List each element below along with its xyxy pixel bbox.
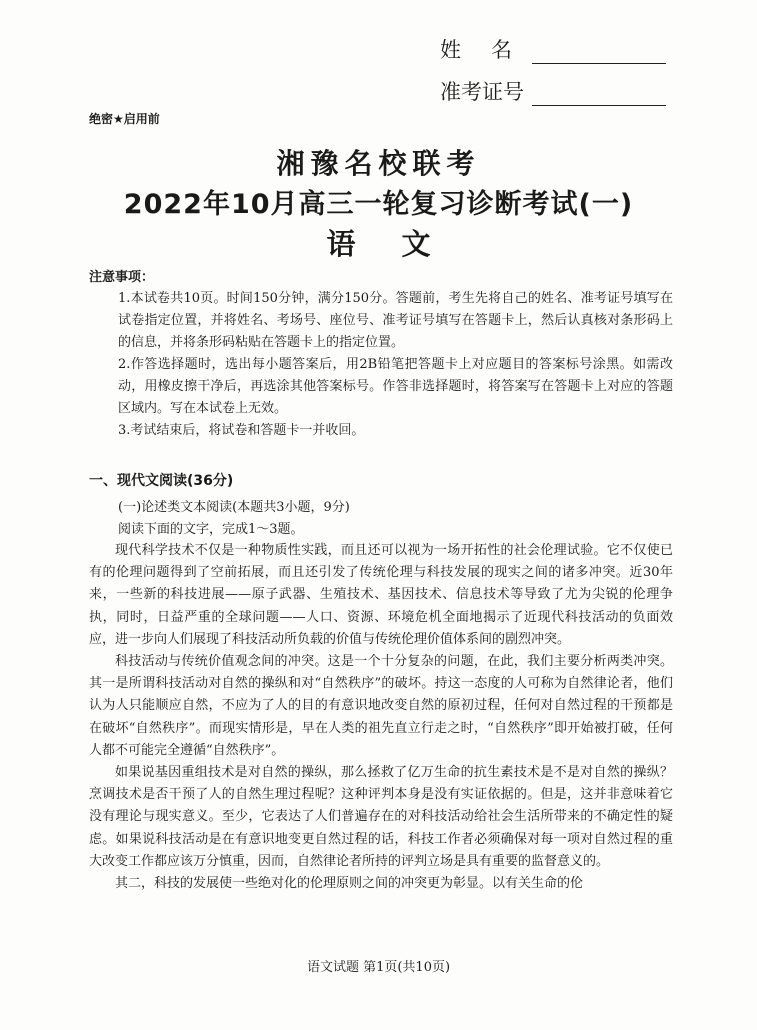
reading-instruction: 阅读下面的文字，完成1～3题。 — [118, 522, 304, 537]
passage-paragraph: 如果说基因重组技术是对自然的操纵，那么拯救了亿万生命的抗生素技术是不是对自然的操纵？烹调技术是否干预了人的自然生理过程呢？这种评判本身是没有实证依据的。但是，这并非意味着它没有理论与现实意义。至少，它表达了人们普遍存在的对科技活动给社会生活所带来的不确定性的疑虑。如果说科技活动是在有意识地变更自然过程的话，科技工作者必须确保对每一项对自然过程的重大改变工作都应该万分慎重，因而，自然律论者所持的评判立场是具有重要的监督意义的。 — [89, 765, 673, 869]
section-heading: 一、现代文阅读(36分) — [89, 473, 234, 489]
passage-paragraph: 其二，科技的发展使一些绝对化的伦理原则之间的冲突更为彰显。以有关生命的伦 — [115, 876, 584, 892]
secret-mark: 绝密★启用前 — [89, 112, 160, 126]
exam-id-blank — [532, 81, 666, 106]
name-label: 姓名 — [440, 38, 542, 62]
notice-item: 3.考试结束后，将试卷和答题卡一并收回。 — [118, 423, 365, 438]
passage-paragraph: 现代科学技术不仅是一种物质性实践，而且还可以视为一场开拓性的社会伦理试验。它不仅使已有的伦理问题得到了空前拓展，而且还引发了传统伦理与科技发展的现实之间的诸多冲突。近30年来，一些新的科技进展——原子武器、生殖技术、基因技术、信息技术等导致了尤为尖锐的伦理争执，同时，日益严重的全球问题——人口、资源、环境危机全面地揭示了近现代科技活动的负面效应，进一步向人们展现了科技活动所负载的价值与传统伦理价值体系间的剧烈冲突。 — [89, 543, 673, 647]
section-subheading: (一)论述类文本阅读(本题共3小题，9分) — [118, 500, 350, 515]
notice-list — [118, 288, 673, 442]
subject-title: 语文 — [326, 227, 477, 261]
notice-heading: 注意事项： — [89, 270, 155, 285]
candidate-exam-id-row — [440, 78, 666, 106]
notice-item: 2.作答选择题时，选出每小题答案后，用2B铅笔把答题卡上对应题目的答案标号涂黑。如需改动，用橡皮擦干净后，再选涂其他答案标号。作答非选择题时，将答案写在答题卡上对应的答题区域内。写在本试卷上无效。 — [118, 357, 673, 416]
exam-id-label: 准考证号 — [440, 80, 524, 104]
exam-title-line1: 湘豫名校联考 — [276, 147, 481, 180]
reading-passage — [89, 540, 673, 895]
notice-item: 1.本试卷共10页。时间150分钟，满分150分。答题前，考生先将自己的姓名、准考证号填写在试卷指定位置，并将姓名、考场号、座位号、准考证号填写在答题卡上，然后认真核对条形码上的信息，并将条形码粘贴在答题卡上的指定位置。 — [118, 291, 673, 350]
page-footer: 语文试题 第1页(共10页) — [306, 960, 451, 975]
name-blank — [532, 39, 666, 64]
candidate-name-row — [440, 36, 666, 64]
exam-title-line2: 2022年10月高三一轮复习诊断考试(一) — [123, 189, 634, 220]
passage-paragraph: 科技活动与传统价值观念间的冲突。这是一个十分复杂的问题，在此，我们主要分析两类冲突。其一是所谓科技活动对自然的操纵和对“自然秩序”的破坏。持这一态度的人可称为自然律论者，他们认为人只能顺应自然，不应为了人的目的有意识地改变自然的原初过程，任何对自然过程的干预都是在破坏“自然秩序”。而现实情形是，早在人类的祖先直立行走之时，“自然秩序”即开始被打破，任何人都不可能完全遵循“自然秩序”。 — [89, 654, 673, 758]
